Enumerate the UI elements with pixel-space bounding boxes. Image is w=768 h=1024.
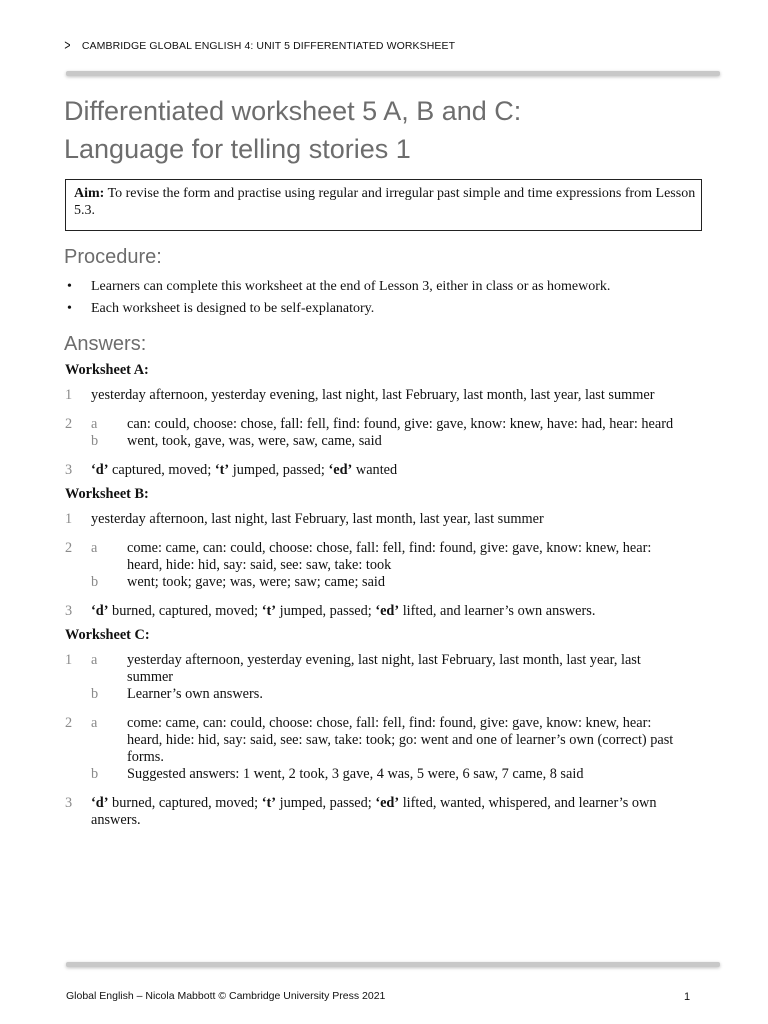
answer-text (127, 574, 685, 591)
page-number: 1 (684, 991, 691, 1003)
answer-segment: wanted (352, 462, 398, 478)
item-number: 2 (65, 715, 73, 731)
sound-label: ‘d’ (91, 462, 109, 478)
aim-box (65, 179, 702, 231)
answer-segment: went, took, gave, was, were, saw, came, said (127, 433, 382, 449)
answer-segment: come: came, can: could, choose: chose, fall: fell, find: found, give: gave, know: knew, hear: heard, hide: hid, say: said, see: saw, take: took (127, 540, 652, 573)
sound-label: ‘t’ (261, 795, 277, 811)
answer-subitem (91, 795, 685, 829)
answer-segment: captured, moved; (108, 462, 215, 478)
procedure-heading: Procedure: (64, 246, 162, 268)
answer-item (65, 387, 685, 404)
answer-segment: yesterday afternoon, yesterday evening, last night, last February, last month, last year, last summer (127, 652, 641, 685)
answer-subitems (91, 603, 685, 620)
answer-item (65, 416, 685, 450)
item-number: 2 (65, 540, 73, 556)
answer-text (127, 416, 685, 433)
item-number: 3 (65, 603, 73, 619)
answer-segment: jumped, passed; (229, 462, 329, 478)
list-item (67, 278, 610, 295)
worksheet-heading: Worksheet A: (65, 362, 149, 378)
answer-text (91, 387, 685, 404)
subitem-letter: a (91, 416, 98, 432)
answer-segment: burned, captured, moved; (108, 795, 262, 811)
footer-credit: Global English – Nicola Mabbott © Cambridge University Press 2021 (66, 990, 386, 1002)
answer-text (91, 511, 685, 528)
answers-heading: Answers: (64, 333, 147, 355)
subitem-letter: b (91, 686, 99, 702)
item-number: 3 (65, 795, 73, 811)
item-number: 1 (65, 511, 73, 527)
answer-item (65, 715, 685, 783)
title-line-2: Language for telling stories 1 (64, 134, 411, 164)
answer-subitems (91, 511, 685, 528)
answer-text (127, 652, 685, 686)
running-header (63, 37, 456, 54)
answer-segment: yesterday afternoon, yesterday evening, last night, last February, last month, last year, last summer (91, 387, 655, 403)
sound-label: ‘t’ (261, 603, 277, 619)
answer-text (91, 462, 685, 479)
answer-subitem (91, 387, 685, 404)
answer-subitems (91, 416, 685, 450)
answer-subitems (91, 715, 685, 783)
breadcrumb: CAMBRIDGE GLOBAL ENGLISH 4: UNIT 5 DIFFERENTIATED WORKSHEET (81, 40, 456, 52)
aim-label: Aim: (74, 186, 105, 201)
answer-subitem (91, 574, 685, 591)
page-title (64, 92, 521, 168)
worksheet-heading: Worksheet C: (65, 627, 150, 643)
answer-subitem (91, 686, 685, 703)
answer-text (127, 766, 685, 783)
answer-text (127, 715, 685, 766)
bullet-icon: • (67, 301, 72, 316)
bullet-icon: • (67, 279, 72, 294)
answer-subitem (91, 766, 685, 783)
answer-segment: Learner’s own answers. (127, 686, 263, 702)
procedure-text: Each worksheet is designed to be self-explanatory. (91, 301, 375, 316)
sound-label: ‘t’ (214, 462, 230, 478)
sound-label: ‘d’ (91, 795, 109, 811)
answer-subitem (91, 603, 685, 620)
sound-label: ‘ed’ (375, 795, 400, 811)
answer-segment: jumped, passed; (276, 795, 376, 811)
answer-text (127, 433, 685, 450)
subitem-letter: a (91, 652, 98, 668)
item-number: 2 (65, 416, 73, 432)
answer-segment: come: came, can: could, choose: chose, fall: fell, find: found, give: gave, know: knew, hear: heard, hide: hid, say: said, see: saw, take: took; go: went and one of learner’s own (correct) past forms. (127, 715, 674, 765)
answer-subitems (91, 652, 685, 703)
item-number: 1 (65, 652, 73, 668)
answer-subitem (91, 462, 685, 479)
answer-segment: Suggested answers: 1 went, 2 took, 3 gave, 4 was, 5 were, 6 saw, 7 came, 8 said (127, 766, 584, 782)
item-number: 1 (65, 387, 73, 403)
sound-label: ‘d’ (91, 603, 109, 619)
answer-text (127, 686, 685, 703)
answer-subitem (91, 715, 685, 766)
subitem-letter: a (91, 540, 98, 556)
subitem-letter: b (91, 766, 99, 782)
answer-item (65, 540, 685, 591)
answer-segment: can: could, choose: chose, fall: fell, find: found, give: gave, know: knew, have: had, hear: heard (127, 416, 674, 432)
answer-subitem (91, 652, 685, 686)
answer-segment: went; took; gave; was, were; saw; came; said (127, 574, 386, 590)
answer-subitems (91, 795, 685, 829)
procedure-list (67, 278, 610, 322)
answer-subitem (91, 433, 685, 450)
answer-segment: yesterday afternoon, last night, last February, last month, last year, last summer (91, 511, 544, 527)
item-number: 3 (65, 462, 73, 478)
answer-subitem (91, 416, 685, 433)
answer-segment: lifted, wanted, whispered, and learner’s own answers. (91, 795, 657, 828)
footer-divider (66, 962, 720, 967)
answer-subitems (91, 540, 685, 591)
sound-label: ‘ed’ (375, 603, 400, 619)
answer-text (127, 540, 685, 574)
sound-label: ‘ed’ (328, 462, 353, 478)
answer-subitems (91, 462, 685, 479)
answer-segment: burned, captured, moved; (108, 603, 262, 619)
worksheet-heading: Worksheet B: (65, 486, 149, 502)
chevron-right-icon: > (64, 37, 71, 54)
procedure-text: Learners can complete this worksheet at the end of Lesson 3, either in class or as homework. (91, 279, 611, 294)
answer-text (91, 603, 685, 620)
title-line-1: Differentiated worksheet 5 A, B and C: (64, 96, 522, 126)
answer-item (65, 795, 685, 829)
answers-list (65, 362, 685, 829)
answer-subitems (91, 387, 685, 404)
list-item (67, 300, 610, 317)
answer-segment: lifted, and learner’s own answers. (399, 603, 596, 619)
subitem-letter: b (91, 574, 99, 590)
subitem-letter: b (91, 433, 99, 449)
answer-segment: jumped, passed; (276, 603, 376, 619)
answer-item (65, 462, 685, 479)
aim-text: To revise the form and practise using regular and irregular past simple and time expressions from Lesson 5.3. (74, 186, 696, 218)
answer-item (65, 603, 685, 620)
header-divider (66, 71, 720, 76)
subitem-letter: a (91, 715, 98, 731)
answer-subitem (91, 540, 685, 574)
answer-text (91, 795, 685, 829)
answer-item (65, 652, 685, 703)
answer-subitem (91, 511, 685, 528)
answer-item (65, 511, 685, 528)
